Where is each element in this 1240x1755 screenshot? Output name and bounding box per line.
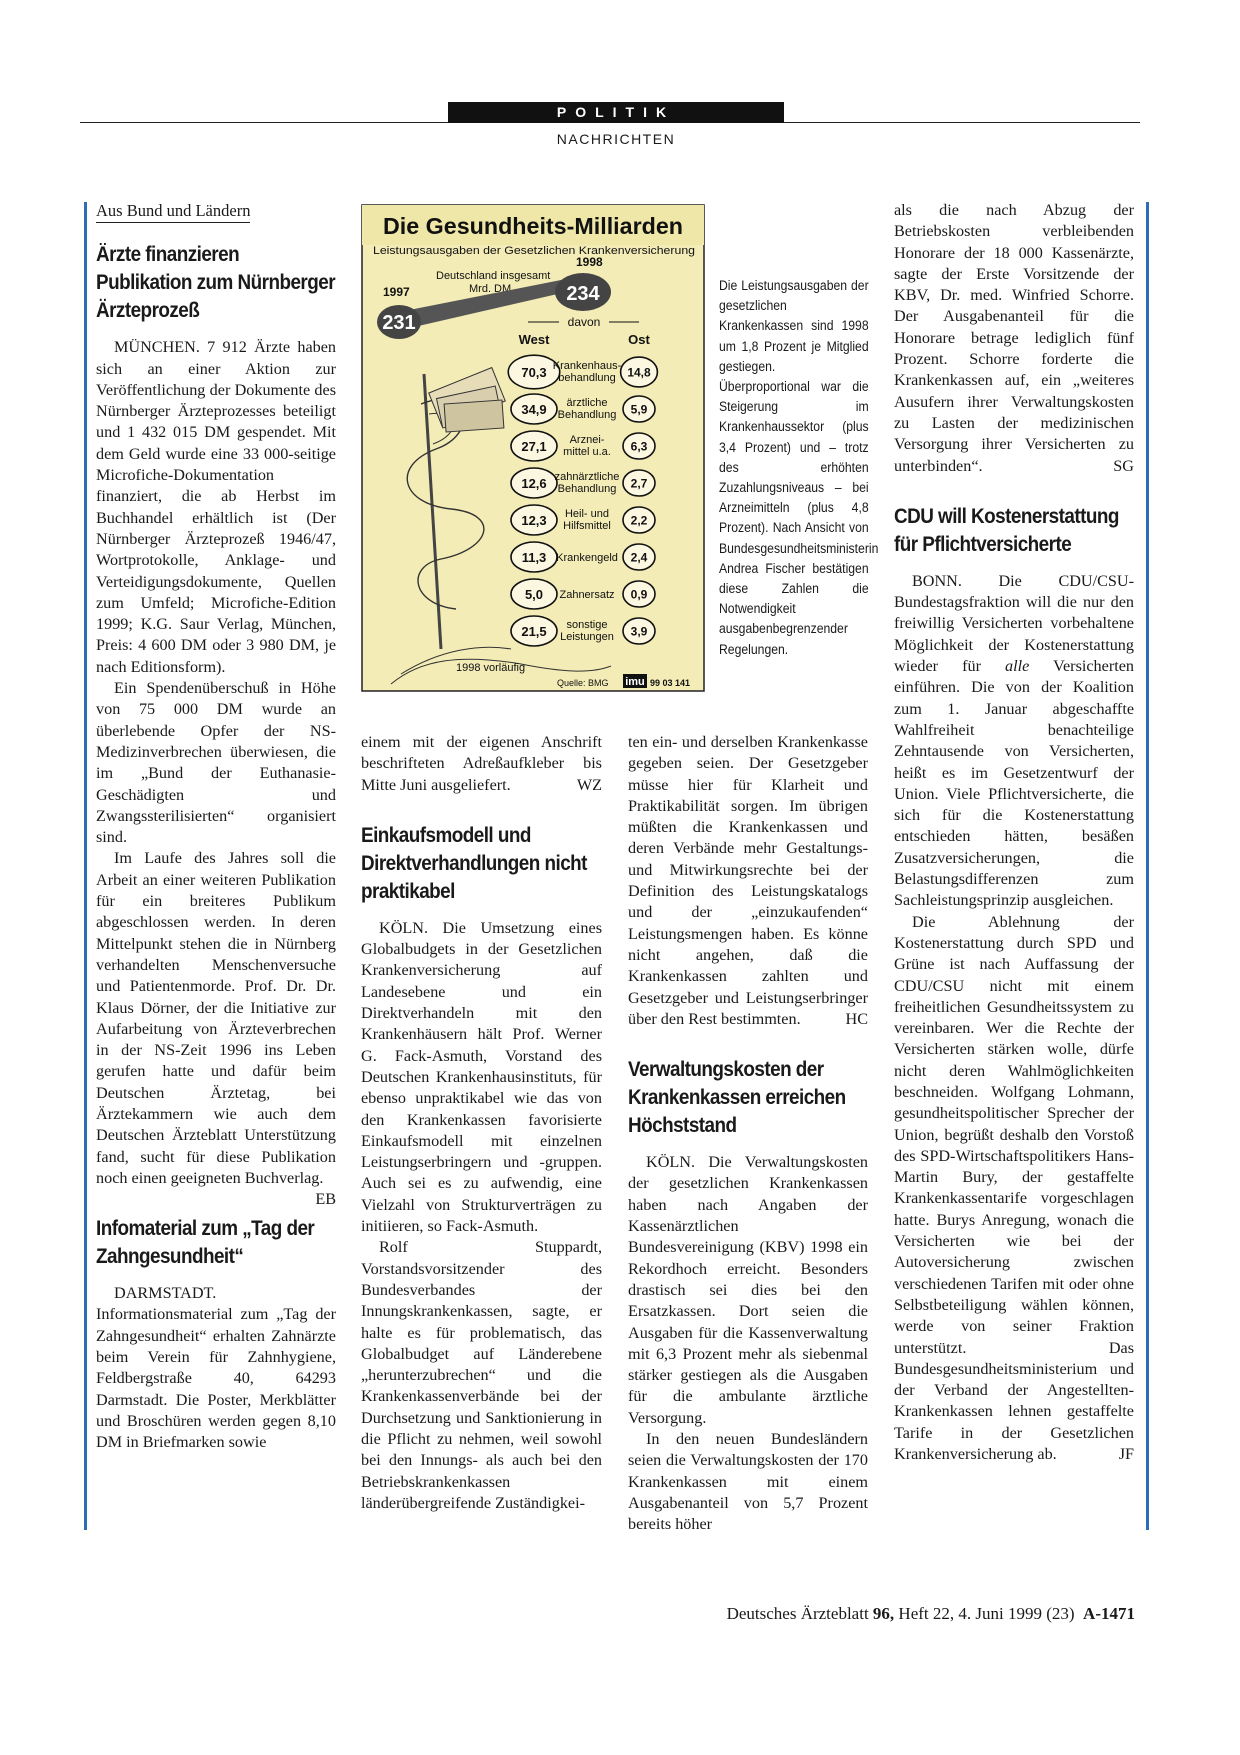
- chart-west-value: 70,3: [521, 365, 547, 380]
- chart-row-label: Krankenhaus-: [552, 360, 622, 372]
- chart-west-value: 21,5: [521, 624, 547, 639]
- chart-year-1998: 1998: [576, 255, 603, 269]
- chart-ost-value: 2,7: [630, 476, 648, 491]
- column-2: [361, 732, 602, 1514]
- chart-ost-value: 14,8: [627, 365, 651, 380]
- journal-name: Deutsches Ärzteblatt: [726, 1604, 869, 1623]
- chart-ost-value: 6,3: [630, 439, 648, 454]
- page-footer: [640, 1604, 1135, 1624]
- article-headline: Verwaltungskosten der Krankenkassen erreichen Höchststand: [628, 1058, 846, 1138]
- chart-total-1998: 234: [566, 283, 600, 305]
- paragraph-text: BONN. Die CDU/CSU-Bundestagsfraktion will die nur den freiwillig Versicherten vorbehaltene Möglichkeit der Kostenerstattung wieder für: [894, 571, 1134, 676]
- chart-total-label: Deutschland insgesamt: [436, 270, 551, 282]
- chart-logo: imu: [625, 676, 645, 688]
- column-4: [894, 200, 1134, 1465]
- article-paragraph: [361, 732, 602, 796]
- chart-ost-value: 2,4: [630, 550, 648, 565]
- chart-subtitle: Leistungsausgaben der Gesetzlichen Krankenversicherung: [373, 245, 695, 257]
- article-paragraph: DARMSTADT. Informationsmaterial zum „Tag der Zahngesundheit“ erhalten Zahnärzte beim Verein für Zahnhygiene, Feldbergstraße 40, 64293 Darmstadt. Die Poster, Merkblätter und Broschüren werden gegen 8,10 DM in Briefmarken sowie: [96, 1284, 336, 1452]
- article-paragraph: Ein Spendenüberschuß in Höhe von 75 000 DM wurde an überlebende Opfer der NS-Medizinverbrechen überwiesen, die im „Bund der Euthanasie-Geschädigten und Zwangssterilisierten“ organisiert sind.: [96, 679, 336, 847]
- page-number: A-1471: [1083, 1604, 1135, 1623]
- article-headline: Infomaterial zum „Tag der Zahngesundheit“: [96, 1217, 315, 1269]
- chart-source: Quelle: BMG: [557, 678, 609, 688]
- author-signature: EB: [315, 1190, 336, 1209]
- section-title: POLITIK: [448, 102, 784, 123]
- chart-west-value: 27,1: [521, 439, 547, 454]
- chart-note: 1998 vorläufig: [456, 662, 526, 674]
- article-paragraph: [96, 848, 336, 1209]
- author-signature: WZ: [576, 775, 602, 794]
- subsection-title: NACHRICHTEN: [556, 131, 676, 147]
- article-headline: CDU will Kostenerstattung für Pflichtversicherte: [894, 504, 1119, 556]
- journal-volume: 96,: [872, 1604, 895, 1623]
- article-headline: Ärzte finanzieren Publikation zum Nürnberger Ärzteprozeß: [96, 243, 336, 323]
- column-3: [628, 732, 868, 1536]
- figure-caption: Die Leistungsausgaben der gesetzlichen Krankenkassen sind 1998 um 1,8 Prozent je Mitglied gestiegen. Überproportional war die Steigerung im Krankenhaussektor (plus 3,4 Prozent) und – trotz des erhöhten Zuzahlungsniveaus – bei Arzneimitteln (plus 4,8 Prozent). Nach Ansicht von Bundesgesundheitsministerin Andrea Fischer bestätigen diese Zahlen die Notwendigkeit ausgabenbegrenzender Regelungen.: [719, 278, 879, 658]
- article-paragraph: [894, 912, 1134, 1466]
- chart-column-ost: Ost: [628, 332, 650, 347]
- kicker: Aus Bund und Ländern: [96, 200, 250, 223]
- chart-ost-value: 3,9: [630, 624, 648, 639]
- article-paragraph: MÜNCHEN. 7 912 Ärzte haben sich an einer Aktion zur Veröffentlichung der Dokumente des Nürnberger Ärzteprozesses beteiligt und 1 432 015 DM gespendet. Mit dem Geld wurde eine 33 000-seitige Microfiche-Dokumentation finanziert, die ab Herbst im Buchhandel erhältlich ist (Der Nürnberger Ärzteprozeß 1946/47, Wortprotokolle, Anklage- und Verteidigungsdokumente, Quellen zum Umfeld; Microfiche-Edition 1999; K.G. Saur Verlag, München, Preis: 4 600 DM oder 3 980 DM, je nach Editionsform).: [96, 338, 336, 676]
- chart-west-value: 5,0: [524, 587, 544, 602]
- chart-ost-value: 5,9: [630, 402, 648, 417]
- article-paragraph: [894, 571, 1134, 912]
- chart-title: Die Gesundheits-Milliarden: [383, 213, 683, 239]
- left-column-rule: [84, 202, 87, 1530]
- article-paragraph: [894, 200, 1134, 477]
- column-1: [96, 200, 336, 1454]
- chart-column-west: West: [518, 332, 550, 347]
- health-spending-chart: [361, 204, 705, 692]
- journal-issue: Heft 22, 4. Juni 1999 (23): [898, 1604, 1075, 1623]
- chart-west-value: 11,3: [521, 550, 547, 565]
- paragraph-text: ten ein- und derselben Krankenkasse gegeben seien. Der Gesetzgeber müsse hier für Klarheit und Praktikabilität sorgen. Im übrigen müßten die Krankenkassen und deren Verbände mehr Gestaltungs- und Mitwirkungsrechte bei der Definition des Leistungskatalogs und der „einzukaufenden“ Leistungsmengen haben. Es könne nicht angehen, daß die Krankenkassen zahlten und Gesetzgeber und Leistungserbringer über den Rest bestimmten.: [628, 733, 868, 1028]
- chart-row-label: Arznei-: [569, 434, 605, 446]
- chart-ost-value: 0,9: [630, 587, 648, 602]
- chart-row-label: Leistungen: [560, 631, 614, 643]
- paragraph-text: einem mit der eigenen Anschrift beschrifteten Adreßaufkleber bis Mitte Juni ausgeliefert.: [361, 733, 602, 794]
- paragraph-text: als die nach Abzug der Betriebskosten verbleibenden Honorare der 18 000 Kassenärzte, sagte der Erste Vorsitzende der KBV, Dr. med. Winfried Schorre. Der Ausgabenanteil für die Honorare betrage lediglich fünf Prozent. Schorre forderte die Krankenkassen auf, ein „weiteres Ausufern ihrer Verwaltungskosten zu Lasten der medizinischen Versorgung ihrer Versicherten zu unterbinden“.: [894, 201, 1134, 475]
- chart-west-value: 34,9: [521, 402, 547, 417]
- article-paragraph: Rolf Stuppardt, Vorstandsvorsitzender des Bundesverbandes der Innungskrankenkassen, sagte, er halte es für problematisch, das Globalbudget auf Länderebene „herunterzubrechen“ und die Krankenkassenverbände bei der Durchsetzung und Sanktionierung in die Pflicht zu nehmen, weil sowohl bei den Innungs- als auch bei den Betriebskrankenkassen länderübergreifende Zuständigkei-: [361, 1238, 602, 1512]
- chart-year-1997: 1997: [383, 285, 410, 299]
- chart-total-1997: 231: [382, 312, 416, 334]
- paragraph-text: Im Laufe des Jahres soll die Arbeit an einer weiteren Publikation für ein breiteres Publikum abgeschlossen werden. In deren Mittelpunkt stehen die in Nürnberg verhandelten Menschenversuche und Patientenmorde. Prof. Dr. Dr. Klaus Dörner, der die Initiative zur Aufarbeitung von Ärzteverbrechen in der NS-Zeit 1996 ins Leben gerufen hatte und dafür beim Deutschen Ärztetag, bei Ärztekammern wie auch dem Deutschen Ärzteblatt Unterstützung fand, sucht für diese Publikation noch einen geeigneten Buchverlag.: [96, 849, 336, 1187]
- author-signature: JF: [1118, 1445, 1134, 1464]
- chart-west-value: 12,3: [521, 513, 547, 528]
- right-column-rule: [1146, 202, 1149, 1530]
- chart-row-label: Behandlung: [557, 483, 617, 495]
- chart-total-unit: Mrd. DM: [469, 283, 512, 295]
- chart-row-label: Hilfsmittel: [563, 520, 611, 532]
- chart-row-label: Zahnersatz: [559, 589, 615, 601]
- chart-row-label: ärztliche: [566, 397, 608, 409]
- chart-row-label: zahnärztliche: [554, 471, 620, 483]
- chart-code: 99 03 141: [650, 678, 691, 688]
- chart-row-label: behandlung: [558, 372, 616, 384]
- emphasis-text: alle: [1005, 657, 1030, 676]
- chart-row-label: Krankengeld: [556, 552, 618, 564]
- article-paragraph: KÖLN. Die Umsetzung eines Globalbudgets in der Gesetzlichen Krankenversicherung auf Landesebene und ein Direktverhandeln mit den Krankenhäusern hält Prof. Werner G. Fack-Asmuth, Vorstand des Deutschen Krankenhausinstituts, für ebenso unpraktikabel wie das von den Krankenkassen favorisierte Einkaufsmodell mit einzelnen Leistungserbringern und -gruppen. Auch sei es zu aufwendig, eine Vielzahl von Strukturverträgen zu initiieren, so Fack-Asmuth.: [361, 918, 602, 1236]
- article-paragraph: KÖLN. Die Verwaltungskosten der gesetzlichen Krankenkassen haben nach Angaben der Kassenärztlichen Bundesvereinigung (KBV) 1998 ein Rekordhoch erreicht. Besonders drastisch sei dies bei den Ersatzkassen. Dort seien die Ausgaben für die Kassenverwaltung mit 6,3 Prozent mehr als siebenmal stärker gestiegen als die Ausgaben für die ambulante ärztliche Versorgung.: [628, 1153, 868, 1427]
- chart-row-label: sonstige: [566, 619, 608, 631]
- chart-row-label: Heil- und: [564, 508, 610, 520]
- author-signature: SG: [1113, 456, 1134, 475]
- article-headline: Einkaufsmodell und Direktverhandlungen nicht praktikabel: [361, 823, 587, 903]
- chart-row-label: mittel u.a.: [563, 446, 611, 458]
- chart-row-label: Behandlung: [557, 409, 617, 421]
- paragraph-text: Versicherten einführen. Die von der Koalition zum 1. Januar abgeschaffte Wahlfreiheit benachteilige Zehntausende von Versicherten, heißt es im Gesetzentwurf der Union. Viele Pflichtversicherte, die sich für die Kostenerstattung entschieden hätten, besäßen Zusatzversicherungen, die Belastungsdifferenzen zum Sachleistungsprinzip ausgleichen.: [894, 657, 1134, 910]
- article-paragraph: In den neuen Bundesländern seien die Verwaltungskosten der 170 Krankenkassen mit einem Ausgabenanteil von 5,7 Prozent bereits höher: [628, 1430, 868, 1534]
- article-paragraph: [628, 732, 868, 1030]
- chart-davon: davon: [567, 315, 601, 329]
- chart-west-value: 12,6: [521, 476, 547, 491]
- author-signature: HC: [845, 1009, 868, 1028]
- paragraph-text: Die Ablehnung der Kostenerstattung durch SPD und Grüne ist nach Auffassung der CDU/CSU nicht mit einem freiheitlichen Gesundheitssystem zu vereinbaren. Wer die Rechte der Versicherten stärken wolle, dürfe nicht deren Wahlmöglichkeiten beschneiden. Wolfgang Lohmann, gesundheitspolitischer Sprecher der Union, begrüßt deshalb den Vorstoß des SPD-Wirtschaftspolitikers Hans-Martin Bury, der gestaffelte Krankenkassentarife vorgeschlagen hatte. Burys Anregung, wonach die Versicherten wie bei der Autoversicherung zwischen verschiedenen Tarifen mit oder ohne Selbstbeteiligung wählen können, werde von seiner Fraktion unterstützt. Das Bundesgesundheitsministerium und der Verband der Angestellten-Krankenkassen lehnen gestaffelte Tarife in der Gesetzlichen Krankenversicherung ab.: [894, 912, 1134, 1464]
- chart-ost-value: 2,2: [630, 513, 648, 528]
